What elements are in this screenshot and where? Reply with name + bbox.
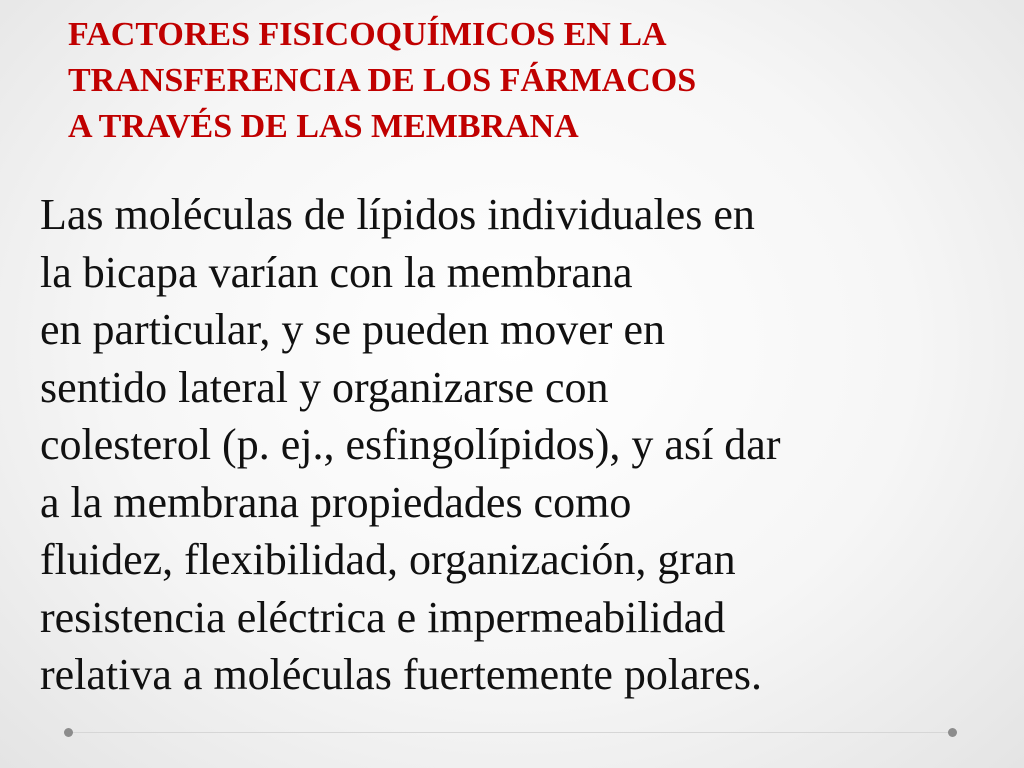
body-line-5: colesterol (p. ej., esfingolípidos), y así dar [40,420,781,469]
title-line-1: FACTORES FISICOQUÍMICOS EN LA [68,16,667,53]
title-line-2: TRANSFERENCIA DE LOS FÁRMACOS [68,62,697,99]
bottom-divider [73,732,948,733]
body-line-3: en particular, y se pueden mover en [40,305,665,354]
title-line-3: A TRAVÉS DE LAS MEMBRANA [68,108,579,145]
left-dot-ornament [64,728,73,737]
right-dot-ornament [948,728,957,737]
slide-body-text [40,186,1000,704]
body-line-8: resistencia eléctrica e impermeabilidad [40,592,726,642]
body-line-6: a la membrana propiedades como [40,477,632,527]
body-line-1: Las moléculas de lípidos individuales en [40,190,755,239]
slide-title [68,12,968,150]
body-line-2: la bicapa varían con la membrana [40,247,633,297]
body-line-7: fluidez, flexibilidad, organización, gran [40,535,736,584]
body-line-4: sentido lateral y organizarse con [40,362,609,412]
body-line-9: relativa a moléculas fuertemente polares. [40,650,762,699]
